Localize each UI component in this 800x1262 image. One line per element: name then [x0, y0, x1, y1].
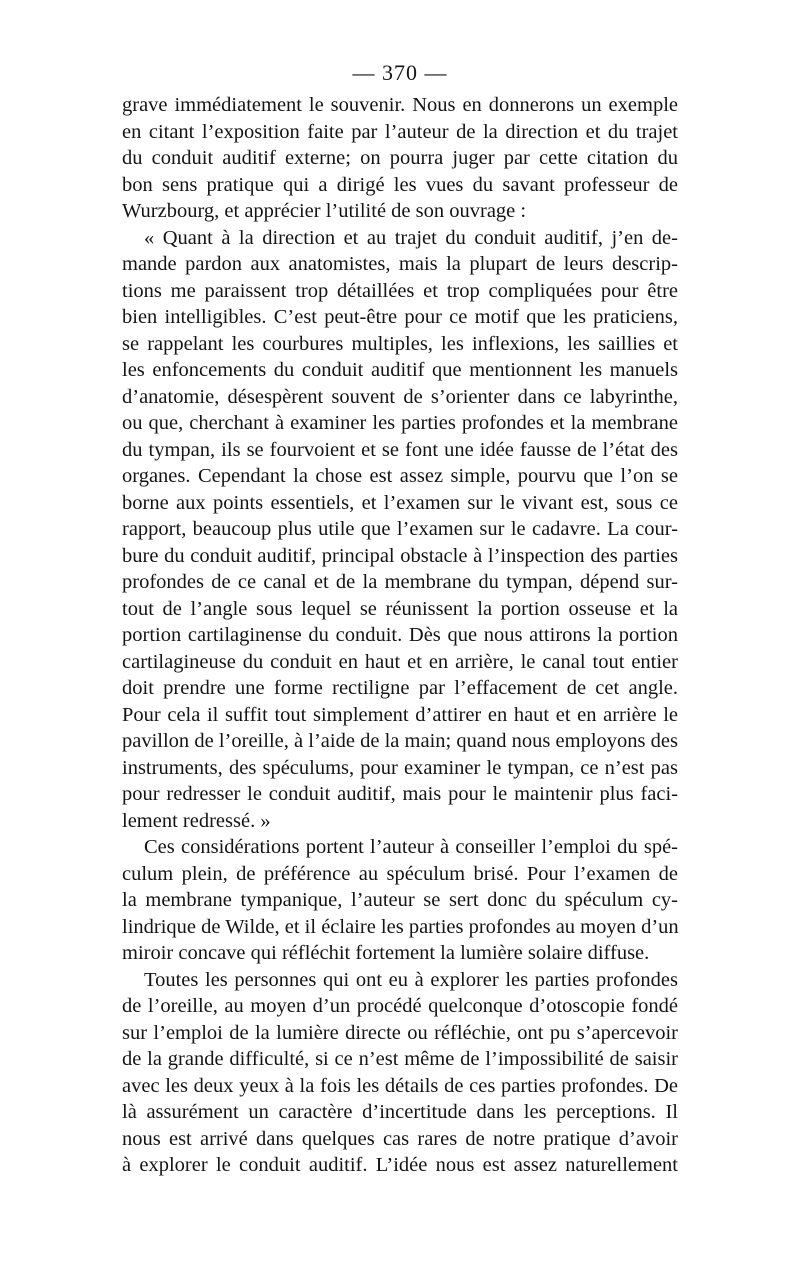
text-line: pavillon de l’oreille, à l’aide de la main; quand nous employons des — [122, 730, 678, 752]
text-line: en citant l’exposition faite par l’auteur de la direction et du trajet — [122, 120, 678, 143]
text-line: la membrane tympanique, l’auteur se sert donc du spéculum cy- — [122, 889, 678, 911]
text-line: lindrique de Wilde, et il éclaire les parties profondes au moyen d’un — [122, 915, 679, 938]
text-line: bure du conduit auditif, principal obstacle à l’inspection des parties — [122, 544, 678, 567]
text-line: grave immédiatement le souvenir. Nous en donnerons un exemple — [122, 94, 678, 116]
text-line: de la grande difficulté, si ce n’est même de l’impossibilité de saisir — [122, 1048, 678, 1070]
text-line: Ces considérations portent l’auteur à conseiller l’emploi du spé- — [144, 836, 678, 858]
body-text — [122, 92, 678, 1179]
text-line: se rappelant les courbures multiples, les inflexions, les saillies et — [122, 332, 678, 355]
text-line: « Quant à la direction et au trajet du conduit auditif, j’en de- — [144, 226, 678, 249]
text-line: tout de l’angle sous lequel se réunissent la portion osseuse et la — [122, 597, 678, 620]
text-line: ou que, cherchant à examiner les parties profondes et la membrane — [122, 412, 678, 434]
text-line: les enfoncements du conduit auditif que mentionnent les manuels — [122, 359, 678, 381]
text-line: bien intelligibles. C’est peut-être pour ce motif que les praticiens, — [122, 306, 678, 328]
text-line: du tympan, ils se fourvoient et se font une idée fausse de l’état des — [122, 438, 678, 461]
text-line: bon sens pratique qui a dirigé les vues du savant professeur de — [122, 173, 678, 196]
text-line: avec les deux yeux à la fois les détails de ces parties profondes. De — [122, 1074, 678, 1097]
text-line: culum plein, de préférence au spéculum brisé. Pour l’examen de — [122, 862, 678, 885]
text-line: portion cartilaginense du conduit. Dès que nous attirons la portion — [122, 624, 678, 646]
text-line: miroir concave qui réfléchit fortement la lumière solaire diffuse. — [122, 942, 650, 964]
text-line: Wurzbourg, et apprécier l’utilité de son ouvrage : — [122, 200, 527, 222]
text-line: rapport, beaucoup plus utile que l’examen sur le cadavre. La cour- — [122, 518, 678, 540]
text-line: d’anatomie, désespèrent souvent de s’orienter dans ce labyrinthe, — [122, 385, 678, 408]
page-number: — 370 — — [352, 60, 448, 85]
text-line: Pour cela il suffit tout simplement d’attirer en haut et en arrière le — [122, 703, 678, 726]
text-line: nous est arrivé dans quelques cas rares de notre pratique d’avoir — [122, 1127, 678, 1150]
text-line: là assurément un caractère d’incertitude dans les perceptions. Il — [122, 1101, 678, 1123]
text-line: doit prendre une forme rectiligne par l’effacement de cet angle. — [122, 677, 678, 699]
text-line: mande pardon aux anatomistes, mais la plupart de leurs descrip- — [122, 253, 678, 275]
text-line: du conduit auditif externe; on pourra juger par cette citation du — [122, 147, 678, 169]
text-line: organes. Cependant la chose est assez simple, pourvu que l’on se — [122, 465, 678, 487]
text-line: borne aux points essentiels, et l’examen sur le vivant est, sous ce — [122, 491, 678, 514]
text-line: Toutes les personnes qui ont eu à explorer les parties profondes — [144, 968, 678, 991]
text-line: lement redressé. » — [122, 809, 271, 832]
text-line: cartilagineuse du conduit en haut et en arrière, le canal tout entier — [122, 650, 678, 673]
text-line: profondes de ce canal et de la membrane du tympan, dépend sur- — [122, 571, 678, 593]
text-line: de l’oreille, au moyen d’un procédé quelconque d’otoscopie fondé — [122, 995, 678, 1017]
text-line: instruments, des spéculums, pour examiner le tympan, ce n’est pas — [122, 756, 678, 779]
text-line: sur l’emploi de la lumière directe ou réfléchie, ont pu s’apercevoir — [122, 1021, 678, 1044]
text-line: à explorer le conduit auditif. L’idée nous est assez naturellement — [122, 1154, 678, 1176]
text-line: tions me paraissent trop détaillées et trop compliquées pour être — [122, 279, 678, 302]
text-line: pour redresser le conduit auditif, mais pour le maintenir plus faci- — [122, 783, 678, 805]
